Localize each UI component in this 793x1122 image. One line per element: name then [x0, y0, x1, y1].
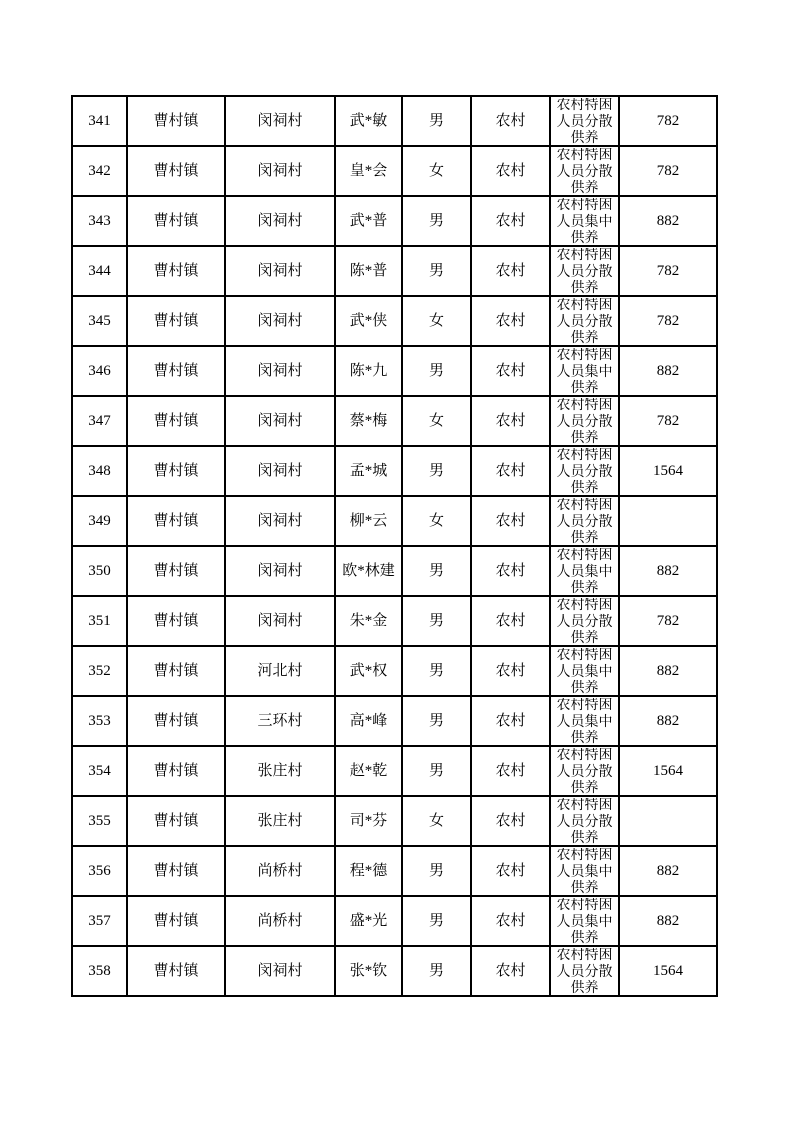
- cell-support-category: [550, 96, 619, 146]
- cell-town: 曹村镇: [127, 696, 225, 746]
- cell-person-name: 陈*九: [335, 346, 402, 396]
- cell-gender: 男: [402, 896, 471, 946]
- cell-amount: 782: [619, 296, 717, 346]
- cell-area-type: 农村: [471, 846, 550, 896]
- cell-support-category: [550, 496, 619, 546]
- cell-gender: 男: [402, 96, 471, 146]
- cell-support-category: [550, 396, 619, 446]
- cell-town: 曹村镇: [127, 296, 225, 346]
- cell-village: 闵祠村: [225, 546, 335, 596]
- cell-area-type: 农村: [471, 646, 550, 696]
- cell-gender: 男: [402, 346, 471, 396]
- cell-person-name: 张*钦: [335, 946, 402, 996]
- cell-gender: 男: [402, 596, 471, 646]
- support-category-text: 农村特困人员集中供养: [556, 848, 613, 895]
- table-row: [72, 896, 717, 946]
- cell-village: 闵祠村: [225, 496, 335, 546]
- cell-town: 曹村镇: [127, 946, 225, 996]
- cell-row-number: 348: [72, 446, 127, 496]
- table-row: [72, 196, 717, 246]
- support-category-text: 农村特困人员分散供养: [556, 598, 613, 645]
- cell-amount: 882: [619, 196, 717, 246]
- cell-person-name: 武*权: [335, 646, 402, 696]
- cell-amount: 882: [619, 846, 717, 896]
- support-category-text: 农村特困人员集中供养: [556, 648, 613, 695]
- cell-row-number: 350: [72, 546, 127, 596]
- cell-support-category: [550, 946, 619, 996]
- cell-person-name: 高*峰: [335, 696, 402, 746]
- support-category-text: 农村特困人员分散供养: [556, 948, 613, 995]
- table-row: [72, 346, 717, 396]
- cell-area-type: 农村: [471, 746, 550, 796]
- cell-town: 曹村镇: [127, 146, 225, 196]
- table-row: [72, 396, 717, 446]
- cell-town: 曹村镇: [127, 446, 225, 496]
- table-row: [72, 296, 717, 346]
- table-row: [72, 596, 717, 646]
- cell-row-number: 353: [72, 696, 127, 746]
- cell-row-number: 342: [72, 146, 127, 196]
- cell-row-number: 357: [72, 896, 127, 946]
- cell-town: 曹村镇: [127, 396, 225, 446]
- cell-gender: 男: [402, 546, 471, 596]
- cell-person-name: 司*芬: [335, 796, 402, 846]
- cell-row-number: 355: [72, 796, 127, 846]
- cell-town: 曹村镇: [127, 846, 225, 896]
- cell-village: 闵祠村: [225, 596, 335, 646]
- cell-amount: 882: [619, 346, 717, 396]
- cell-gender: 男: [402, 196, 471, 246]
- table-row: [72, 696, 717, 746]
- cell-person-name: 武*普: [335, 196, 402, 246]
- cell-village: 河北村: [225, 646, 335, 696]
- cell-town: 曹村镇: [127, 896, 225, 946]
- cell-gender: 男: [402, 696, 471, 746]
- cell-gender: 男: [402, 446, 471, 496]
- support-category-text: 农村特困人员分散供养: [556, 498, 613, 545]
- cell-village: 张庄村: [225, 796, 335, 846]
- cell-town: 曹村镇: [127, 596, 225, 646]
- cell-person-name: 陈*普: [335, 246, 402, 296]
- cell-gender: 男: [402, 746, 471, 796]
- cell-town: 曹村镇: [127, 346, 225, 396]
- cell-amount: 882: [619, 546, 717, 596]
- table-row: [72, 546, 717, 596]
- cell-support-category: [550, 696, 619, 746]
- cell-support-category: [550, 246, 619, 296]
- table-row: [72, 246, 717, 296]
- cell-village: 尚桥村: [225, 846, 335, 896]
- cell-gender: 女: [402, 796, 471, 846]
- cell-village: 闵祠村: [225, 196, 335, 246]
- cell-town: 曹村镇: [127, 796, 225, 846]
- cell-person-name: 孟*城: [335, 446, 402, 496]
- cell-town: 曹村镇: [127, 496, 225, 546]
- support-category-text: 农村特困人员集中供养: [556, 898, 613, 945]
- cell-village: 尚桥村: [225, 896, 335, 946]
- cell-area-type: 农村: [471, 896, 550, 946]
- table-row: [72, 796, 717, 846]
- table-row: [72, 746, 717, 796]
- support-category-text: 农村特困人员分散供养: [556, 298, 613, 345]
- cell-area-type: 农村: [471, 296, 550, 346]
- support-category-text: 农村特困人员分散供养: [556, 748, 613, 795]
- cell-area-type: 农村: [471, 396, 550, 446]
- cell-amount: 882: [619, 696, 717, 746]
- cell-row-number: 356: [72, 846, 127, 896]
- cell-person-name: 武*敏: [335, 96, 402, 146]
- cell-town: 曹村镇: [127, 546, 225, 596]
- cell-area-type: 农村: [471, 496, 550, 546]
- cell-gender: 男: [402, 846, 471, 896]
- support-category-text: 农村特困人员集中供养: [556, 548, 613, 595]
- cell-support-category: [550, 296, 619, 346]
- cell-amount: 782: [619, 396, 717, 446]
- cell-area-type: 农村: [471, 446, 550, 496]
- table-row: [72, 446, 717, 496]
- cell-amount: 782: [619, 146, 717, 196]
- cell-person-name: 武*侠: [335, 296, 402, 346]
- cell-amount: 882: [619, 896, 717, 946]
- cell-row-number: 358: [72, 946, 127, 996]
- cell-amount: 1564: [619, 446, 717, 496]
- cell-village: 闵祠村: [225, 246, 335, 296]
- cell-area-type: 农村: [471, 196, 550, 246]
- cell-support-category: [550, 896, 619, 946]
- table-row: [72, 496, 717, 546]
- cell-village: 闵祠村: [225, 396, 335, 446]
- cell-amount: [619, 496, 717, 546]
- cell-amount: 1564: [619, 746, 717, 796]
- cell-person-name: 皇*会: [335, 146, 402, 196]
- cell-gender: 男: [402, 646, 471, 696]
- cell-row-number: 351: [72, 596, 127, 646]
- cell-amount: [619, 796, 717, 846]
- cell-row-number: 346: [72, 346, 127, 396]
- cell-row-number: 341: [72, 96, 127, 146]
- table-row: [72, 646, 717, 696]
- cell-gender: 男: [402, 246, 471, 296]
- cell-row-number: 352: [72, 646, 127, 696]
- cell-gender: 女: [402, 396, 471, 446]
- cell-village: 闵祠村: [225, 96, 335, 146]
- cell-support-category: [550, 546, 619, 596]
- cell-gender: 女: [402, 496, 471, 546]
- cell-person-name: 赵*乾: [335, 746, 402, 796]
- cell-person-name: 朱*金: [335, 596, 402, 646]
- cell-village: 闵祠村: [225, 346, 335, 396]
- support-category-text: 农村特困人员分散供养: [556, 798, 613, 845]
- cell-person-name: 蔡*梅: [335, 396, 402, 446]
- cell-amount: 882: [619, 646, 717, 696]
- cell-amount: 1564: [619, 946, 717, 996]
- cell-support-category: [550, 596, 619, 646]
- cell-area-type: 农村: [471, 96, 550, 146]
- cell-support-category: [550, 646, 619, 696]
- cell-area-type: 农村: [471, 346, 550, 396]
- cell-village: 闵祠村: [225, 446, 335, 496]
- cell-row-number: 344: [72, 246, 127, 296]
- cell-gender: 男: [402, 946, 471, 996]
- cell-area-type: 农村: [471, 946, 550, 996]
- records-table: [71, 95, 718, 997]
- table-row: [72, 96, 717, 146]
- cell-row-number: 354: [72, 746, 127, 796]
- cell-support-category: [550, 446, 619, 496]
- cell-area-type: 农村: [471, 696, 550, 746]
- table-row: [72, 946, 717, 996]
- table-row: [72, 846, 717, 896]
- cell-amount: 782: [619, 246, 717, 296]
- support-category-text: 农村特困人员分散供养: [556, 98, 613, 145]
- table-row: [72, 146, 717, 196]
- cell-row-number: 343: [72, 196, 127, 246]
- cell-village: 三环村: [225, 696, 335, 746]
- cell-town: 曹村镇: [127, 646, 225, 696]
- cell-town: 曹村镇: [127, 746, 225, 796]
- cell-support-category: [550, 746, 619, 796]
- cell-town: 曹村镇: [127, 196, 225, 246]
- support-category-text: 农村特困人员集中供养: [556, 698, 613, 745]
- cell-amount: 782: [619, 96, 717, 146]
- cell-support-category: [550, 196, 619, 246]
- support-category-text: 农村特困人员集中供养: [556, 348, 613, 395]
- cell-amount: 782: [619, 596, 717, 646]
- cell-person-name: 欧*林建: [335, 546, 402, 596]
- cell-gender: 女: [402, 146, 471, 196]
- support-category-text: 农村特困人员分散供养: [556, 398, 613, 445]
- cell-town: 曹村镇: [127, 246, 225, 296]
- support-category-text: 农村特困人员集中供养: [556, 198, 613, 245]
- cell-village: 闵祠村: [225, 296, 335, 346]
- cell-gender: 女: [402, 296, 471, 346]
- cell-row-number: 349: [72, 496, 127, 546]
- cell-village: 闵祠村: [225, 146, 335, 196]
- cell-person-name: 盛*光: [335, 896, 402, 946]
- cell-town: 曹村镇: [127, 96, 225, 146]
- cell-support-category: [550, 846, 619, 896]
- cell-row-number: 345: [72, 296, 127, 346]
- cell-support-category: [550, 796, 619, 846]
- cell-village: 闵祠村: [225, 946, 335, 996]
- cell-support-category: [550, 146, 619, 196]
- cell-village: 张庄村: [225, 746, 335, 796]
- support-category-text: 农村特困人员分散供养: [556, 448, 613, 495]
- cell-area-type: 农村: [471, 796, 550, 846]
- cell-area-type: 农村: [471, 546, 550, 596]
- cell-area-type: 农村: [471, 246, 550, 296]
- cell-person-name: 程*德: [335, 846, 402, 896]
- support-category-text: 农村特困人员分散供养: [556, 248, 613, 295]
- cell-row-number: 347: [72, 396, 127, 446]
- cell-support-category: [550, 346, 619, 396]
- cell-area-type: 农村: [471, 596, 550, 646]
- records-table-body: [72, 96, 717, 996]
- cell-person-name: 柳*云: [335, 496, 402, 546]
- support-category-text: 农村特困人员分散供养: [556, 148, 613, 195]
- cell-area-type: 农村: [471, 146, 550, 196]
